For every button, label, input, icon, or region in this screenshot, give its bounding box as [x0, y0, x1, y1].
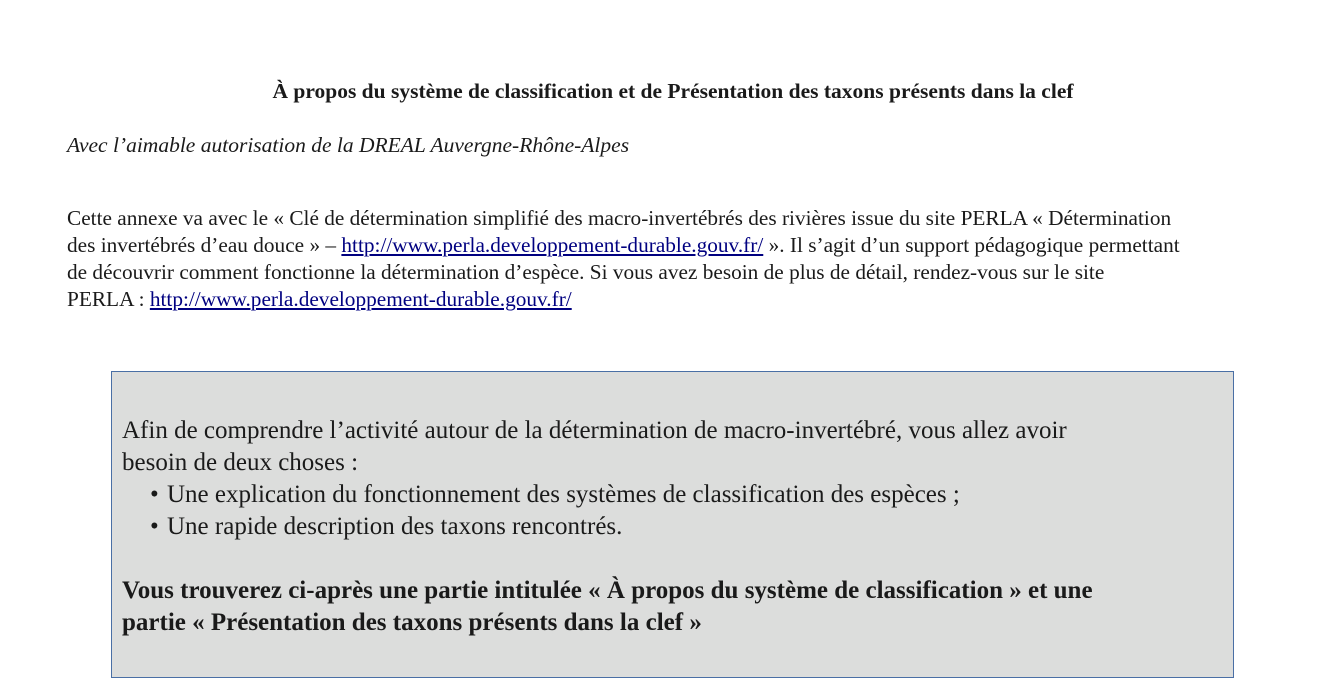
- info-box-line-1: Afin de comprendre l’activité autour de la détermination de macro-invertébré, vous allez avoir: [122, 417, 1067, 444]
- list-item: [122, 479, 1222, 511]
- info-box: [111, 371, 1234, 678]
- intro-line-2-start: des invertébrés d’eau douce » –: [67, 233, 342, 257]
- info-box-line-2: besoin de deux choses :: [122, 449, 359, 476]
- intro-line-2: [67, 232, 1292, 259]
- intro-line-4: [67, 286, 1292, 313]
- perla-link-2[interactable]: http://www.perla.developpement-durable.gouv.fr/: [149, 287, 572, 311]
- list-item-text: Une rapide description des taxons rencontrés.: [167, 513, 623, 540]
- conclusion-line-2: partie « Présentation des taxons présents dans la clef »: [122, 609, 702, 636]
- bullet-icon: •: [150, 513, 159, 540]
- intro-line-2-end: ». Il s’agit d’un support pédagogique permettant: [763, 233, 1180, 257]
- conclusion-line-1: Vous trouverez ci-après une partie intitulée « À propos du système de classification » et une: [122, 577, 1093, 604]
- list-item: [122, 511, 1222, 543]
- intro-line-3: de découvrir comment fonctionne la détermination d’espèce. Si vous avez besoin de plus de détail, rendez-vous sur le site: [67, 260, 1105, 284]
- intro-paragraph: [67, 205, 1292, 313]
- intro-line-1: Cette annexe va avec le « Clé de détermination simplifié des macro-invertébrés des rivières issue du site PERLA « Détermination: [67, 206, 1172, 230]
- info-box-conclusion: [122, 575, 1232, 639]
- info-box-list: [122, 479, 1222, 543]
- page-title: À propos du système de classification et de Présentation des taxons présents dans la clef: [272, 79, 1074, 103]
- list-item-text: Une explication du fonctionnement des systèmes de classification des espèces ;: [167, 481, 960, 508]
- info-box-text: [122, 415, 1222, 543]
- intro-line-4-start: PERLA :: [67, 287, 150, 311]
- bullet-icon: •: [150, 481, 159, 508]
- perla-link-1[interactable]: http://www.perla.developpement-durable.gouv.fr/: [341, 233, 764, 257]
- subtitle-credit: Avec l’aimable autorisation de la DREAL Auvergne-Rhône-Alpes: [67, 133, 630, 157]
